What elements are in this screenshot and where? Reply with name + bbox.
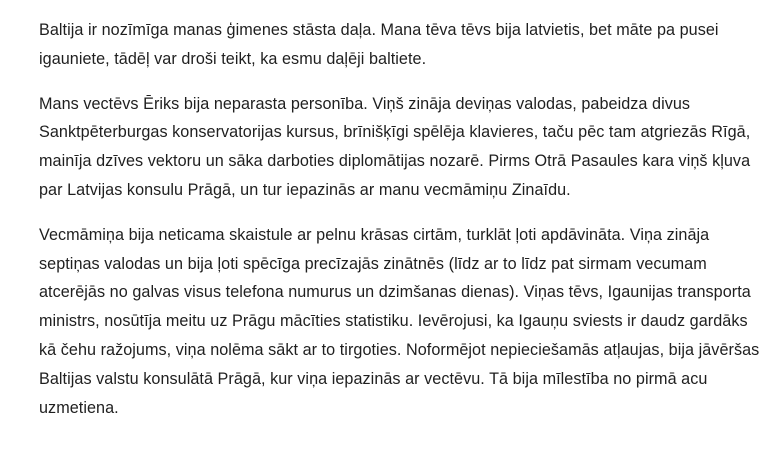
article-body [39,16,763,422]
paragraph: Mans vectēvs Ēriks bija neparasta personība. Viņš zināja deviņas valodas, pabeidza divus Sanktpēterburgas konservatorijas kursus, brīnišķīgi spēlēja klavieres, taču pēc tam atgriezās Rīgā, mainīja dzīves vektoru un sāka darboties diplomātijas nozarē. Pirms Otrā Pasaules kara viņš kļuva par Latvijas konsulu Prāgā, un tur iepazinās ar manu vecmāmiņu Zinaīdu. [39,94,751,199]
paragraph: Baltija ir nozīmīga manas ģimenes stāsta daļa. Mana tēva tēvs bija latvietis, bet māte pa pusei igauniete, tādēļ var droši teikt, ka esmu daļēji baltiete. [39,21,719,68]
paragraph: Vecmāmiņa bija neticama skaistule ar pelnu krāsas cirtām, turklāt ļoti apdāvināta. Viņa zināja septiņas valodas un bija ļoti spēcīga precīzajās zinātnēs (līdz ar to līdz pat sirmam vecumam atcerējās no galvas visus telefona numurus un dzimšanas dienas). Viņas tēvs, Igaunijas transporta ministrs, nosūtīja meitu uz Prāgu mācīties statistiku. Ievērojusi, ka Igauņu sviests ir daudz gardāks kā čehu ražojums, viņa nolēma sākt ar to tirgoties. Noformējot nepieciešamās atļaujas, bija jāvēršas Baltijas valstu konsulātā Prāgā, kur viņa iepazinās ar vectēvu. Tā bija mīlestība no pirmā acu uzmetiena. [39,225,760,417]
